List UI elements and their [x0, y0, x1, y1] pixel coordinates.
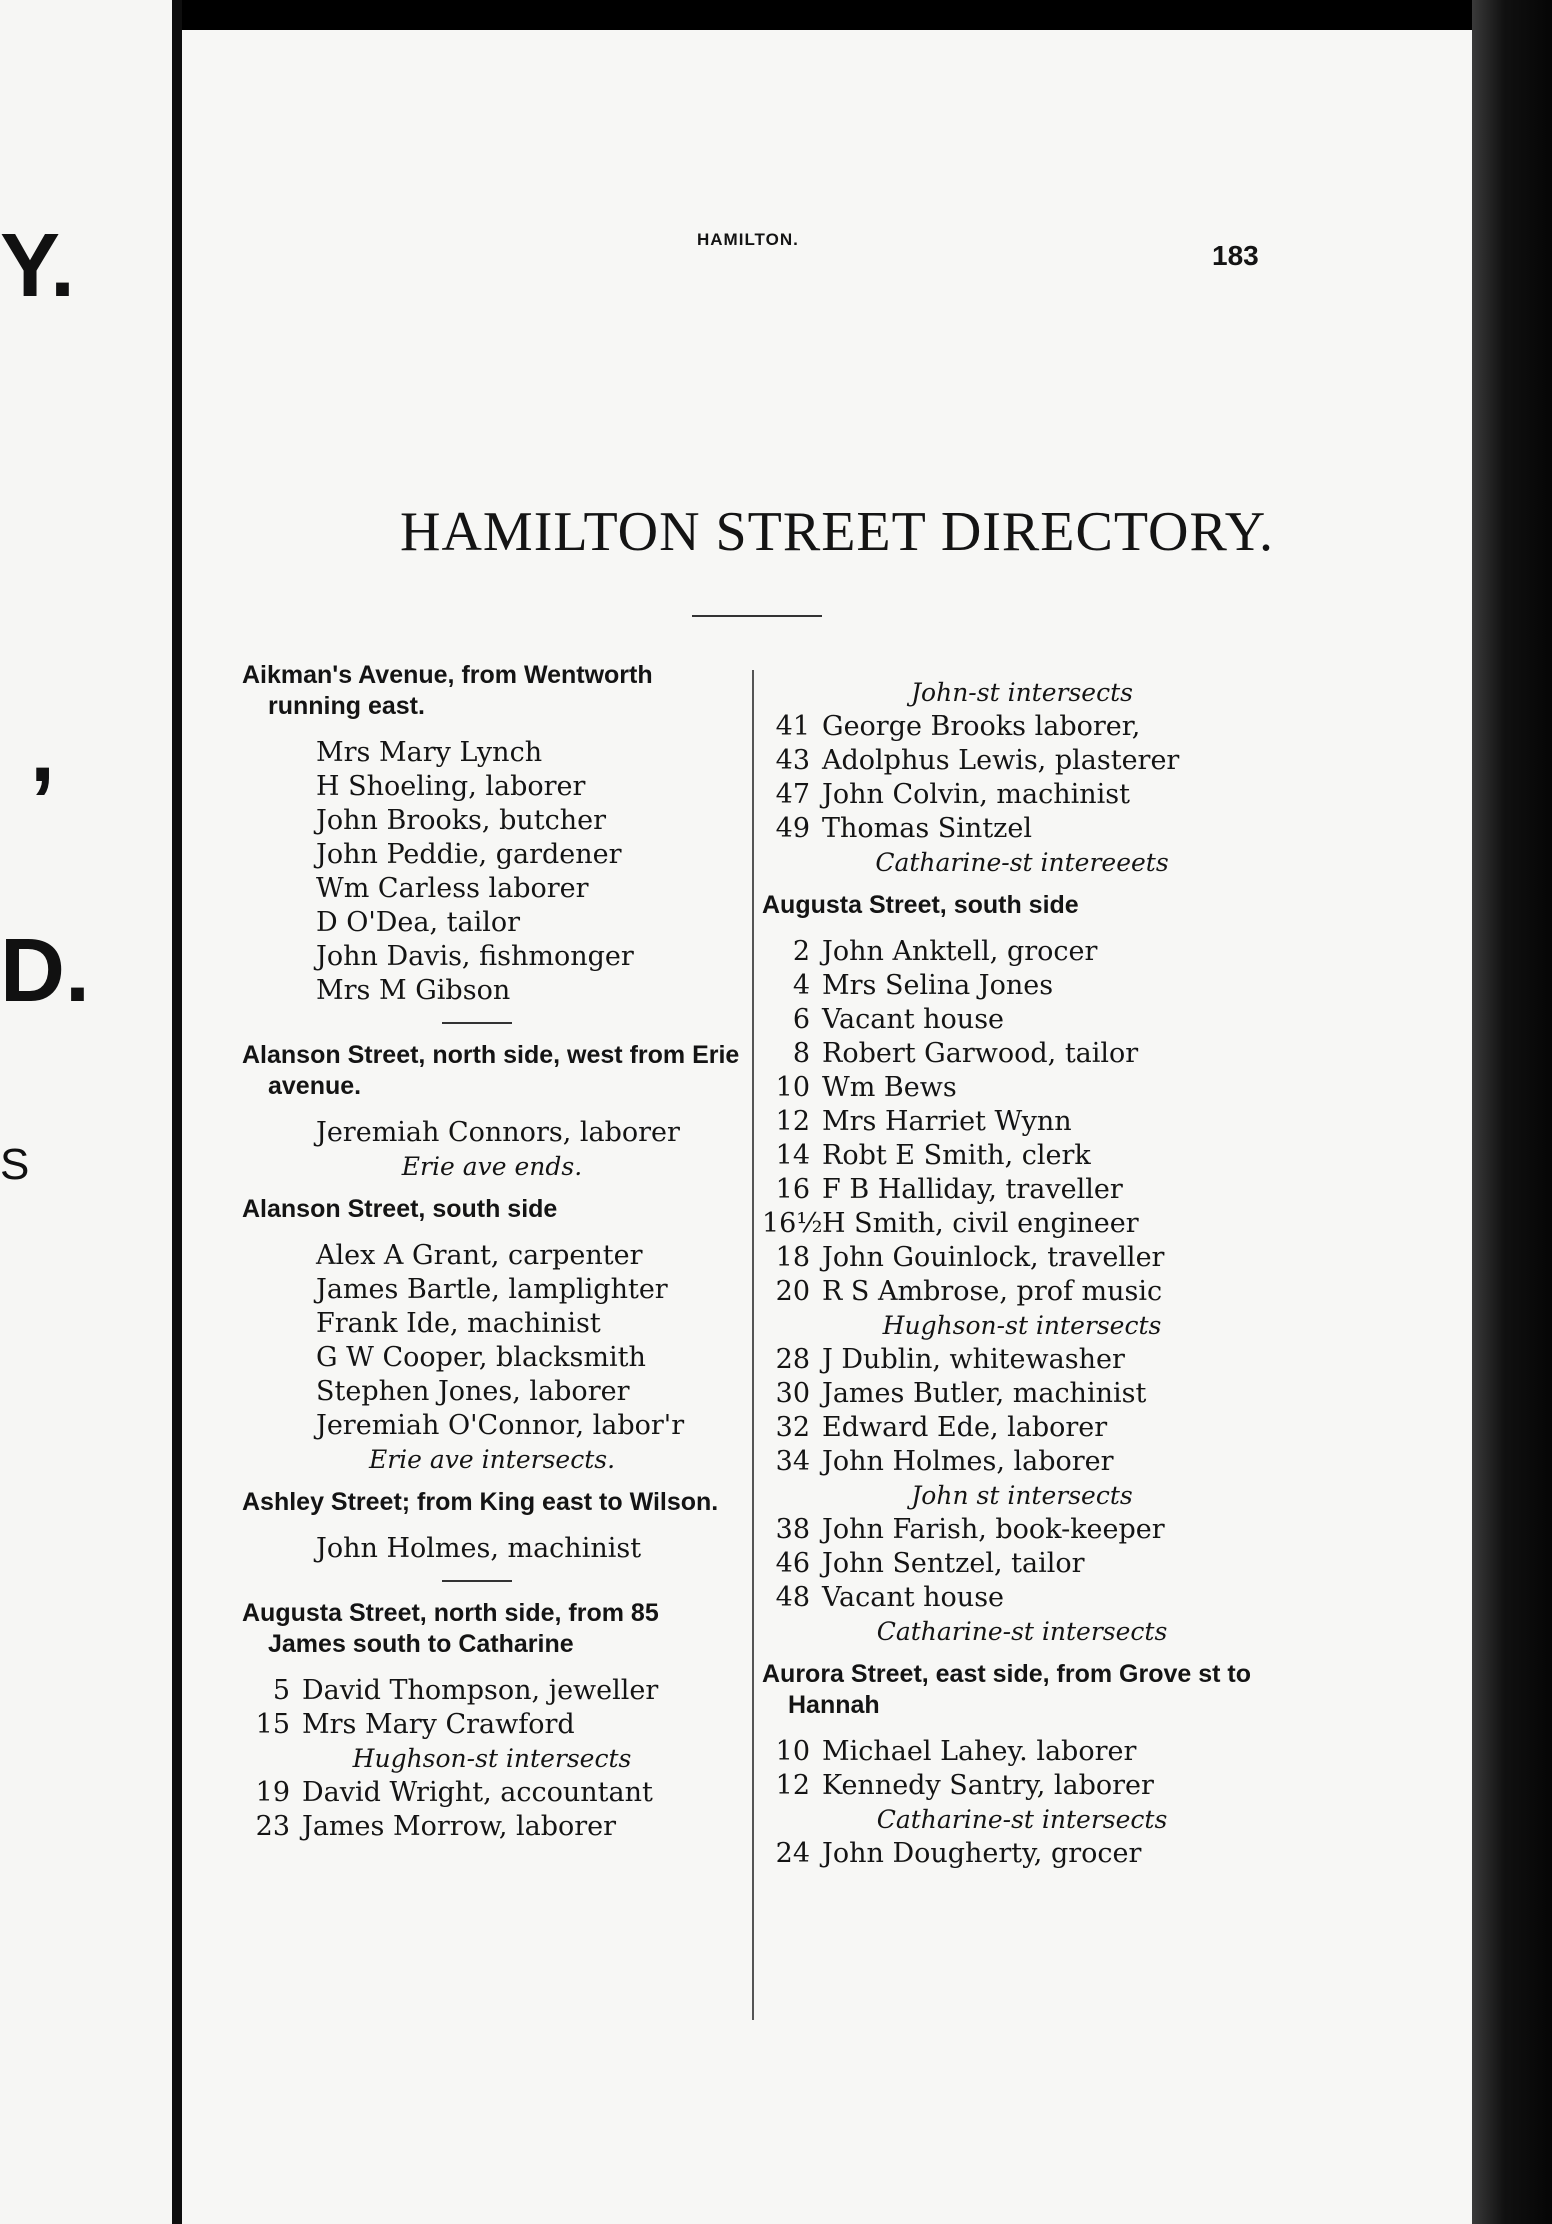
numbered-entry: [762, 744, 1282, 778]
resident-name: John Farish, book-keeper: [822, 1514, 1165, 1545]
resident-entry: Jeremiah Connors, laborer: [316, 1117, 680, 1148]
numbered-entry: [762, 1139, 1282, 1173]
house-number: 47: [775, 779, 810, 810]
resident-name: Robert Garwood, tailor: [822, 1038, 1139, 1069]
house-number: 10: [775, 1072, 810, 1103]
house-number: 46: [775, 1548, 810, 1579]
resident-entry: G W Cooper, blacksmith: [316, 1342, 646, 1373]
page-edge-shadow: [1472, 0, 1552, 2224]
resident-name: J Dublin, whitewasher: [822, 1344, 1125, 1375]
resident-name: Edward Ede, laborer: [822, 1412, 1108, 1443]
house-number: 28: [775, 1344, 810, 1375]
house-number: 4: [792, 970, 810, 1001]
intersection-note: Erie ave intersects.: [368, 1445, 616, 1474]
page-gutter: [172, 0, 182, 2224]
house-number: 49: [775, 813, 810, 844]
resident-name: Mrs Selina Jones: [822, 970, 1054, 1001]
title-rule: [692, 615, 822, 617]
resident-entry: Jeremiah O'Connor, labor'r: [316, 1410, 685, 1441]
resident-entry: H Shoeling, laborer: [316, 771, 586, 802]
resident-name: John Dougherty, grocer: [822, 1838, 1142, 1869]
numbered-entry: [762, 1275, 1282, 1309]
numbered-entry: [762, 1837, 1282, 1871]
resident-name: John Gouinlock, traveller: [822, 1242, 1165, 1273]
numbered-entry: [762, 1037, 1282, 1071]
resident-entry: Mrs Mary Lynch: [316, 737, 543, 768]
numbered-entry: [762, 1513, 1282, 1547]
resident-name: Thomas Sintzel: [822, 813, 1033, 844]
house-number: 16: [775, 1174, 810, 1205]
resident-entry: Stephen Jones, laborer: [316, 1376, 630, 1407]
numbered-entry: [762, 1769, 1282, 1803]
resident-name: Robt E Smith, clerk: [822, 1140, 1091, 1171]
house-number: 43: [775, 745, 810, 776]
resident-name: David Wright, accountant: [302, 1777, 653, 1808]
numbered-entry: [762, 1581, 1282, 1615]
street-heading: Aikman's Avenue, from Wentworth running east.: [242, 661, 653, 720]
resident-name: George Brooks laborer,: [822, 711, 1141, 742]
numbered-entry: [762, 1445, 1282, 1479]
resident-entry: D O'Dea, tailor: [316, 907, 521, 938]
house-number: 48: [775, 1582, 810, 1613]
resident-name: James Butler, machinist: [822, 1378, 1147, 1409]
running-head: HAMILTON.: [697, 230, 799, 249]
resident-name: R S Ambrose, prof music: [822, 1276, 1163, 1307]
house-number: 18: [775, 1242, 810, 1273]
directory-page: [182, 30, 1472, 2224]
numbered-entry: [762, 1377, 1282, 1411]
house-number: 19: [255, 1777, 290, 1808]
numbered-entry: [762, 1735, 1282, 1769]
resident-name: John Sentzel, tailor: [822, 1548, 1085, 1579]
house-number: 16½: [762, 1208, 823, 1239]
house-number: 12: [775, 1770, 810, 1801]
house-number: 5: [272, 1675, 290, 1706]
resident-entry: Mrs M Gibson: [316, 975, 511, 1006]
house-number: 14: [775, 1140, 810, 1171]
numbered-entry: [762, 710, 1282, 744]
resident-entry: John Holmes, machinist: [316, 1533, 642, 1564]
numbered-entry: [242, 1776, 742, 1810]
resident-name: John Holmes, laborer: [822, 1446, 1114, 1477]
adjacent-page-fragment: S: [0, 1140, 30, 1189]
numbered-entry: [762, 969, 1282, 1003]
resident-entry: Wm Carless laborer: [316, 873, 589, 904]
resident-entry: Frank Ide, machinist: [316, 1308, 601, 1339]
intersection-note: John-st intersects: [911, 678, 1133, 707]
resident-entry: John Peddie, gardener: [316, 839, 622, 870]
adjacent-page-fragment: Y.: [0, 216, 76, 316]
numbered-entry: [762, 812, 1282, 846]
section-separator: [442, 1022, 512, 1024]
intersection-note: Erie ave ends.: [401, 1152, 583, 1181]
street-heading: Augusta Street, south side: [762, 891, 1079, 919]
numbered-entry: [762, 1241, 1282, 1275]
house-number: 41: [775, 711, 810, 742]
house-number: 30: [775, 1378, 810, 1409]
numbered-entry: [242, 1708, 742, 1742]
adjacent-page-strip: [0, 0, 172, 2224]
resident-name: Kennedy Santry, laborer: [822, 1770, 1154, 1801]
resident-entry: John Brooks, butcher: [316, 805, 606, 836]
numbered-entry: [762, 1547, 1282, 1581]
resident-entry: Alex A Grant, carpenter: [316, 1240, 643, 1271]
house-number: 32: [775, 1412, 810, 1443]
house-number: 12: [775, 1106, 810, 1137]
house-number: 10: [775, 1736, 810, 1767]
resident-name: F B Halliday, traveller: [822, 1174, 1123, 1205]
right-column: [762, 650, 1282, 1871]
section-separator: [442, 1580, 512, 1582]
resident-name: Adolphus Lewis, plasterer: [822, 745, 1180, 776]
house-number: 6: [792, 1004, 810, 1035]
intersection-note: Catharine-st intereeets: [875, 848, 1169, 877]
column-divider: [752, 670, 754, 2020]
house-number: 20: [775, 1276, 810, 1307]
resident-name: H Smith, civil engineer: [822, 1208, 1139, 1239]
resident-name: Vacant house: [822, 1004, 1005, 1035]
house-number: 24: [775, 1838, 810, 1869]
street-heading: Alanson Street, south side: [242, 1195, 558, 1223]
adjacent-page-fragment: D.: [0, 921, 90, 1021]
numbered-entry: [242, 1674, 742, 1708]
house-number: 8: [792, 1038, 810, 1069]
street-heading: Alanson Street, north side, west from Erie avenue.: [242, 1041, 740, 1100]
numbered-entry: [762, 1411, 1282, 1445]
intersection-note: John st intersects: [911, 1481, 1133, 1510]
street-heading: Ashley Street; from King east to Wilson.: [242, 1488, 719, 1516]
resident-name: Mrs Mary Crawford: [302, 1709, 575, 1740]
resident-name: John Anktell, grocer: [822, 936, 1098, 967]
numbered-entry: [762, 1343, 1282, 1377]
house-number: 34: [775, 1446, 810, 1477]
resident-name: John Colvin, machinist: [822, 779, 1131, 810]
house-number: 15: [255, 1709, 290, 1740]
numbered-entry: [242, 1810, 742, 1844]
intersection-note: Catharine-st intersects: [876, 1805, 1168, 1834]
numbered-entry: [762, 1003, 1282, 1037]
intersection-note: Catharine-st intersects: [876, 1617, 1168, 1646]
house-number: 2: [792, 936, 810, 967]
house-number: 23: [255, 1811, 290, 1842]
resident-name: James Morrow, laborer: [302, 1811, 617, 1842]
house-number: 38: [775, 1514, 810, 1545]
intersection-note: Hughson-st intersects: [882, 1311, 1162, 1340]
resident-name: Michael Lahey. laborer: [822, 1736, 1137, 1767]
resident-name: Mrs Harriet Wynn: [822, 1106, 1072, 1137]
street-heading: Augusta Street, north side, from 85 James south to Catharine: [242, 1599, 659, 1658]
intersection-note: Hughson-st intersects: [352, 1744, 632, 1773]
numbered-entry: [762, 1173, 1282, 1207]
resident-name: David Thompson, jeweller: [302, 1675, 659, 1706]
numbered-entry: [762, 1105, 1282, 1139]
left-column: [242, 650, 742, 1844]
page-title: HAMILTON STREET DIRECTORY.: [400, 501, 1274, 563]
resident-entry: James Bartle, lamplighter: [316, 1274, 668, 1305]
resident-name: Vacant house: [822, 1582, 1005, 1613]
numbered-entry: [762, 1207, 1282, 1241]
resident-name: Wm Bews: [822, 1072, 957, 1103]
numbered-entry: [762, 935, 1282, 969]
numbered-entry: [762, 1071, 1282, 1105]
resident-entry: John Davis, fishmonger: [316, 941, 634, 972]
numbered-entry: [762, 778, 1282, 812]
page-number: 183: [1212, 240, 1259, 271]
street-heading: Aurora Street, east side, from Grove st to Hannah: [762, 1660, 1252, 1719]
adjacent-page-fragment: ,: [30, 701, 56, 801]
